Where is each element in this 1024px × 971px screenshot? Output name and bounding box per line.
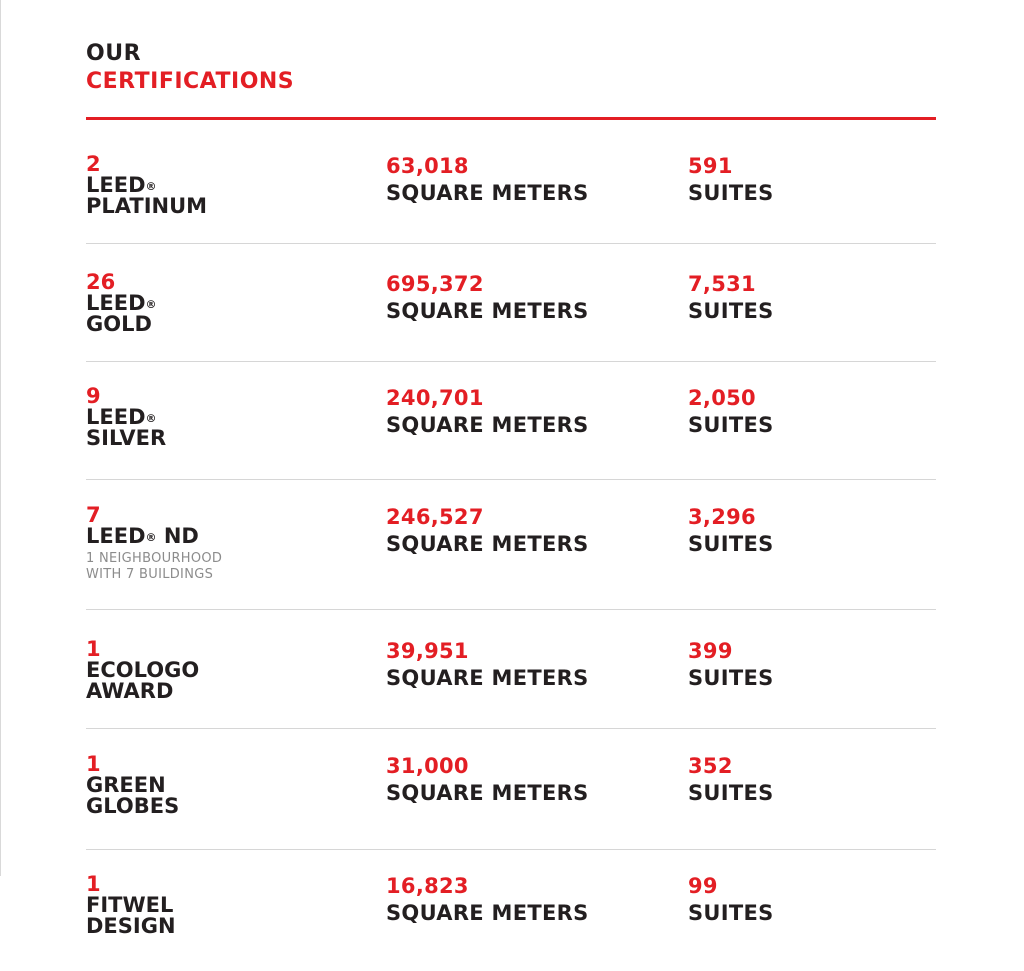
certification-name-line2: SILVER <box>86 426 167 450</box>
certification-name-line1 <box>86 293 376 314</box>
area-cell <box>386 271 676 325</box>
certification-name-line1 <box>86 407 376 428</box>
certification-name: FITWEL <box>86 893 174 917</box>
suites-cell <box>688 504 928 558</box>
heading-red-rule <box>86 117 936 120</box>
suites-unit: SUITES <box>688 901 774 925</box>
area-unit: SQUARE METERS <box>386 901 589 925</box>
suites-value: 3,296 <box>688 505 756 529</box>
suites-unit: SUITES <box>688 781 774 805</box>
area-unit: SQUARE METERS <box>386 666 589 690</box>
certification-name: LEED <box>86 405 146 429</box>
suites-cell <box>688 153 928 207</box>
suites-cell <box>688 271 928 325</box>
certification-cell <box>86 153 376 217</box>
area-cell <box>386 873 676 927</box>
area-value: 695,372 <box>386 272 484 296</box>
certification-name-line2: DESIGN <box>86 914 176 938</box>
area-unit: SQUARE METERS <box>386 781 589 805</box>
certification-name-line1 <box>86 526 376 547</box>
suites-unit: SUITES <box>688 181 774 205</box>
suites-unit: SUITES <box>688 413 774 437</box>
certification-name-line2: AWARD <box>86 679 174 703</box>
certification-cell <box>86 753 376 817</box>
certification-cell <box>86 638 376 702</box>
certification-note-line2: WITH 7 BUILDINGS <box>86 567 214 582</box>
certification-cell <box>86 385 376 449</box>
suites-value: 399 <box>688 639 733 663</box>
certification-cell <box>86 271 376 335</box>
registered-mark: ® <box>145 531 157 544</box>
area-value: 39,951 <box>386 639 469 663</box>
suites-cell <box>688 385 928 439</box>
suites-cell <box>688 753 928 807</box>
area-value: 246,527 <box>386 505 484 529</box>
page-left-edge <box>0 0 1 876</box>
row-divider <box>86 849 936 850</box>
area-unit: SQUARE METERS <box>386 181 589 205</box>
area-unit: SQUARE METERS <box>386 413 589 437</box>
certification-name-line2: GOLD <box>86 312 152 336</box>
heading-line-our: OUR <box>86 41 142 66</box>
section-heading <box>86 40 294 96</box>
certification-count: 1 <box>86 872 101 896</box>
area-cell <box>386 385 676 439</box>
area-cell <box>386 638 676 692</box>
suites-value: 591 <box>688 154 733 178</box>
certification-name: LEED <box>86 291 146 315</box>
certification-suffix: ND <box>156 524 199 548</box>
certification-count: 9 <box>86 384 101 408</box>
suites-unit: SUITES <box>688 532 774 556</box>
certification-cell <box>86 504 376 583</box>
area-value: 31,000 <box>386 754 469 778</box>
row-divider <box>86 243 936 244</box>
registered-mark: ® <box>145 180 157 193</box>
certification-note-line1: 1 NEIGHBOURHOOD <box>86 551 223 566</box>
certification-name: ECOLOGO <box>86 658 200 682</box>
area-value: 63,018 <box>386 154 469 178</box>
certification-name-line2: GLOBES <box>86 794 180 818</box>
suites-cell <box>688 873 928 927</box>
area-value: 16,823 <box>386 874 469 898</box>
certification-name: GREEN <box>86 773 166 797</box>
certification-name: LEED <box>86 173 146 197</box>
area-cell <box>386 153 676 207</box>
row-divider <box>86 479 936 480</box>
suites-unit: SUITES <box>688 299 774 323</box>
certification-name-line1 <box>86 660 376 681</box>
certification-name-line1 <box>86 775 376 796</box>
suites-value: 7,531 <box>688 272 756 296</box>
certification-count: 1 <box>86 752 101 776</box>
suites-value: 352 <box>688 754 733 778</box>
row-divider <box>86 728 936 729</box>
suites-value: 2,050 <box>688 386 756 410</box>
area-unit: SQUARE METERS <box>386 532 589 556</box>
certification-name-line1 <box>86 175 376 196</box>
registered-mark: ® <box>145 412 157 425</box>
certification-note <box>86 551 376 583</box>
area-unit: SQUARE METERS <box>386 299 589 323</box>
registered-mark: ® <box>145 298 157 311</box>
certification-count: 7 <box>86 503 101 527</box>
suites-cell <box>688 638 928 692</box>
heading-line-certifications: CERTIFICATIONS <box>86 69 295 94</box>
certification-cell <box>86 873 376 937</box>
certification-name-line2: PLATINUM <box>86 194 208 218</box>
certification-name: LEED <box>86 524 146 548</box>
area-cell <box>386 753 676 807</box>
certification-count: 26 <box>86 270 116 294</box>
area-cell <box>386 504 676 558</box>
certification-count: 2 <box>86 152 101 176</box>
row-divider <box>86 609 936 610</box>
row-divider <box>86 361 936 362</box>
suites-value: 99 <box>688 874 718 898</box>
area-value: 240,701 <box>386 386 484 410</box>
certification-name-line1 <box>86 895 376 916</box>
suites-unit: SUITES <box>688 666 774 690</box>
certification-count: 1 <box>86 637 101 661</box>
